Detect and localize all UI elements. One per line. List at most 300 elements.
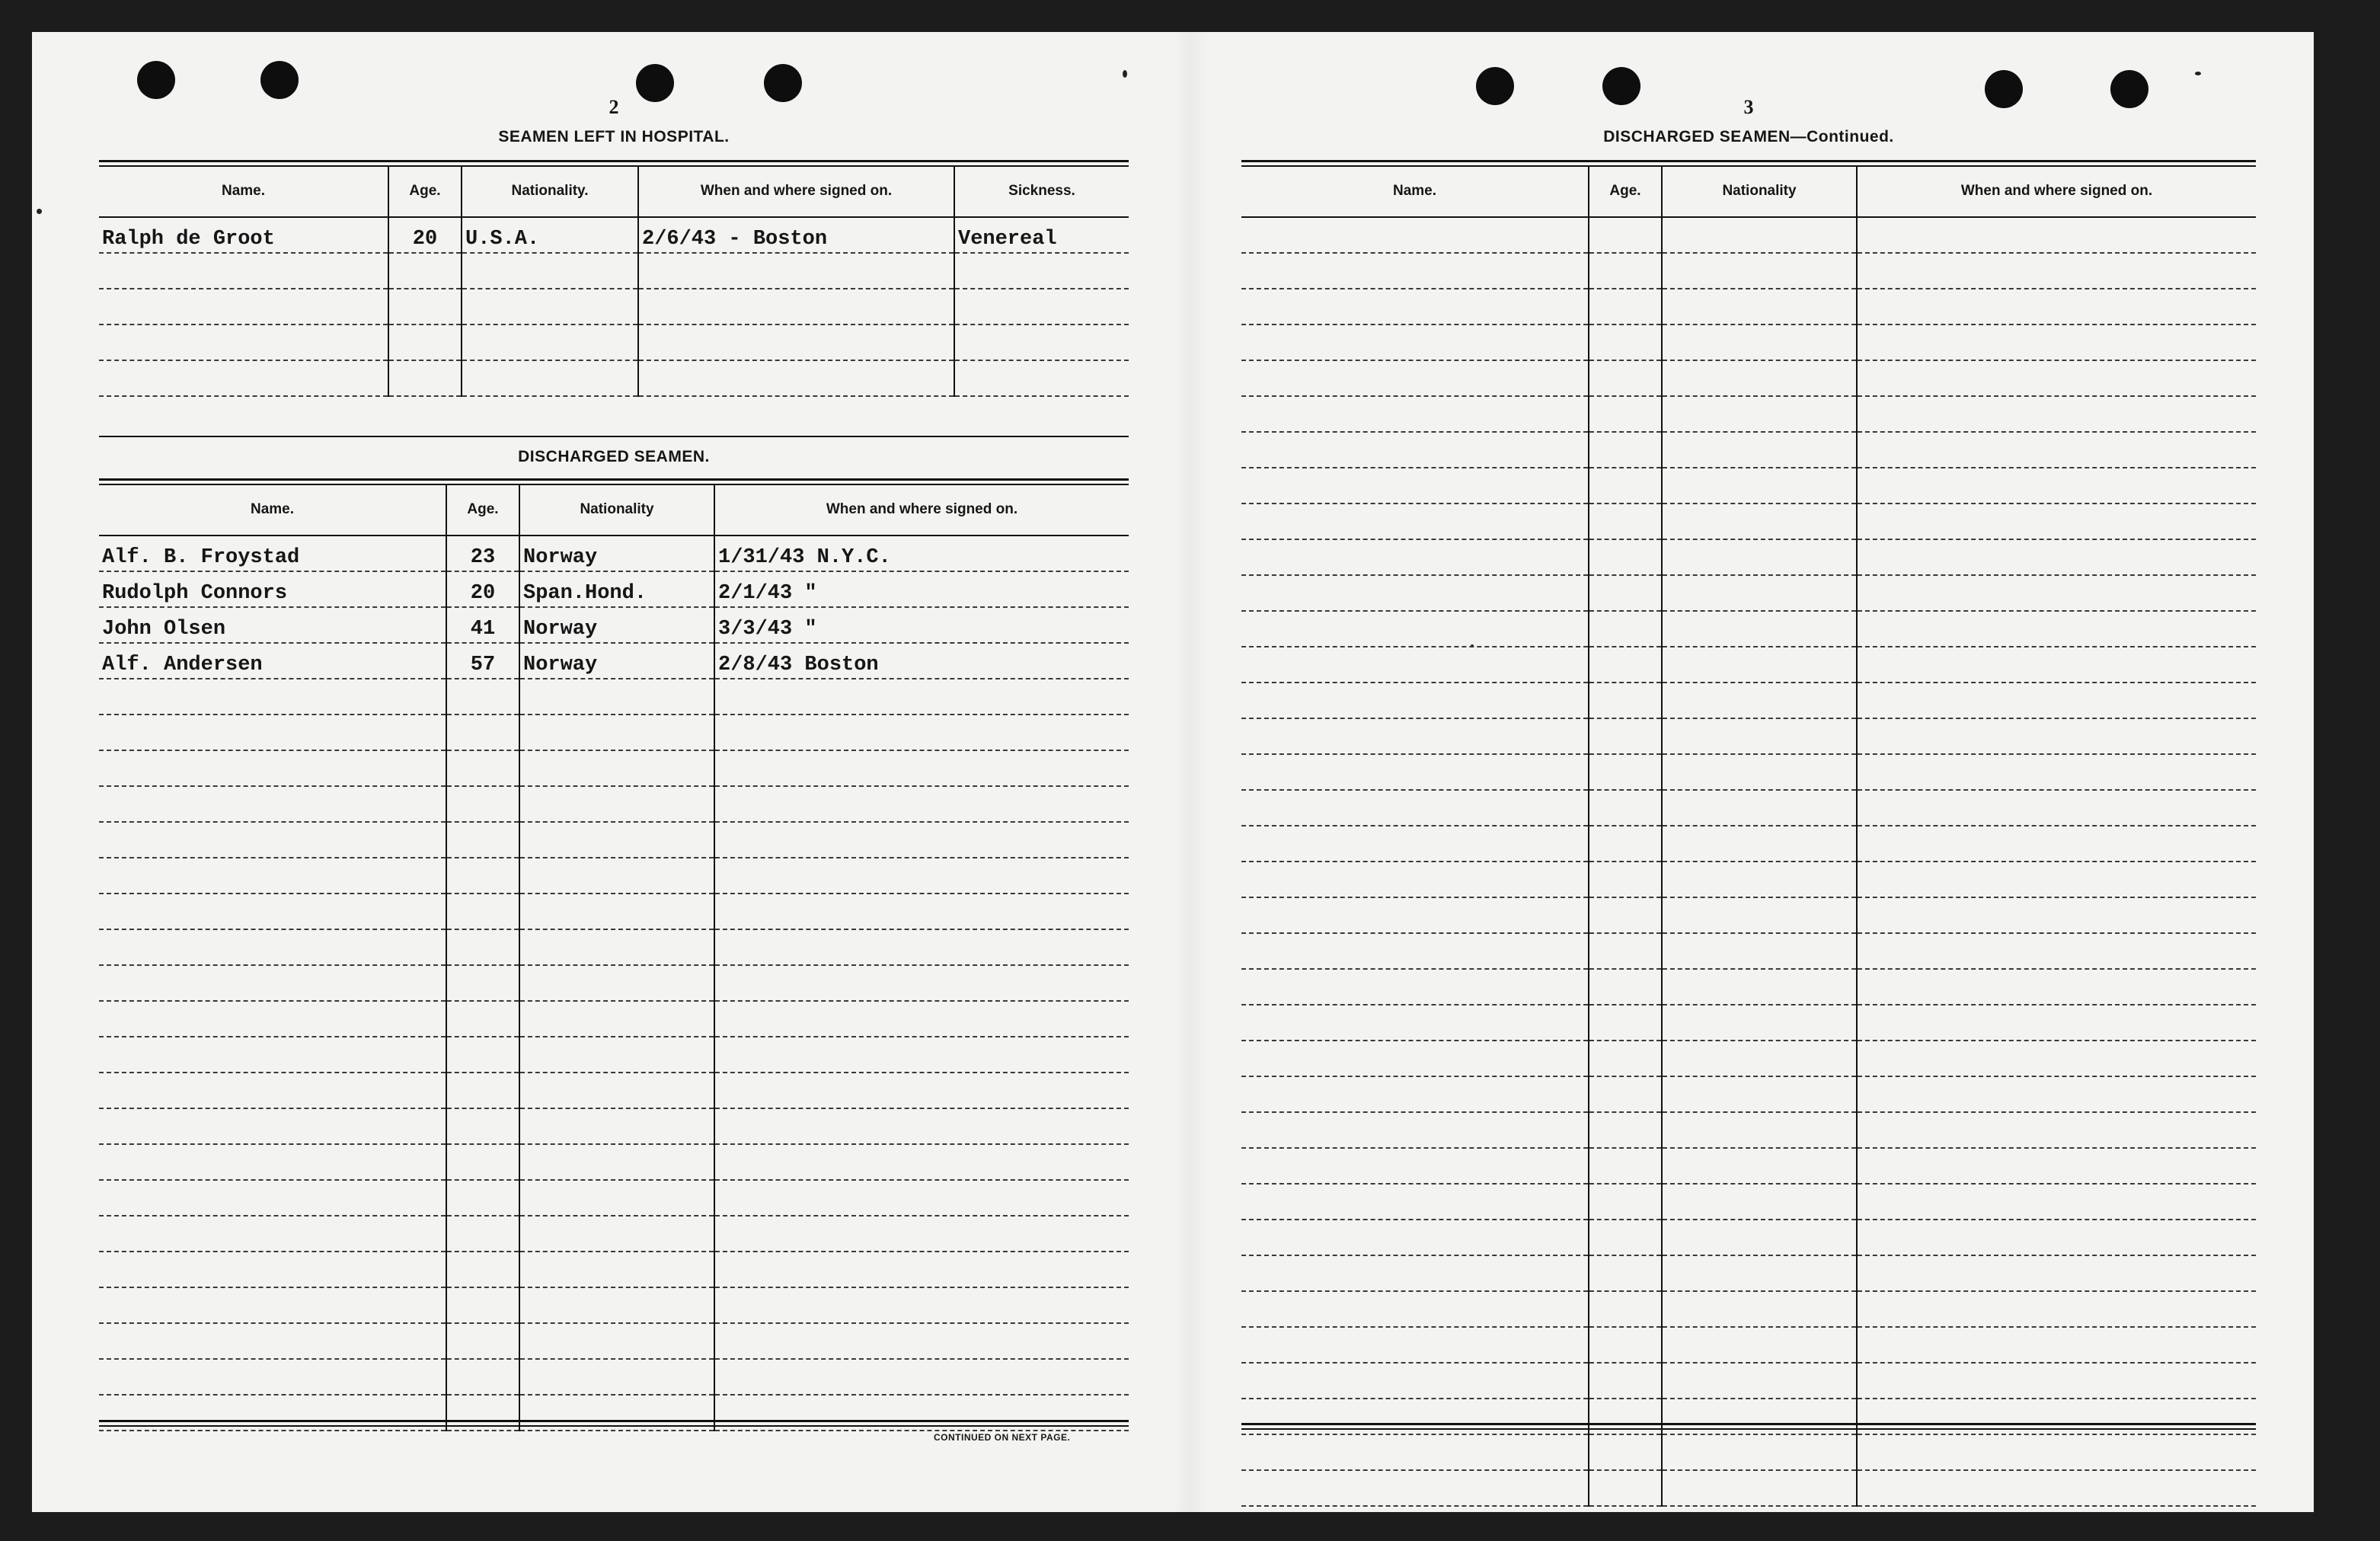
cell-age [1589,1184,1662,1220]
cell-signed-on [714,786,1129,822]
cell-age: 20 [446,571,519,607]
cell-signed-on [714,1323,1129,1359]
cell-name [1241,1005,1589,1041]
cell-age [388,253,462,289]
column-header-age: Age. [388,166,462,217]
cell-nationality: Norway [519,536,714,571]
table-row [99,217,1129,253]
table-row [1241,1363,2256,1399]
cell-name [99,1108,446,1144]
cell-signed-on [714,1073,1129,1108]
cell-nationality [1662,1076,1857,1112]
cell-signed-on [714,965,1129,1001]
table-row [1241,217,2256,253]
cell-signed-on [714,894,1129,929]
cell-signed-on [714,1216,1129,1252]
table-row [99,679,1129,715]
cell-name [99,325,388,360]
cell-signed-on [1857,1041,2256,1076]
cell-name [99,929,446,965]
cell-name [99,965,446,1001]
cell-nationality [519,929,714,965]
table-row [1241,468,2256,504]
cell-signed-on [638,253,954,289]
cell-signed-on [714,1287,1129,1323]
cell-age [1589,1076,1662,1112]
cell-age [1589,1148,1662,1184]
cell-name [1241,969,1589,1005]
table-row [1241,539,2256,575]
table-header-row [99,484,1129,536]
table-row [1241,897,2256,933]
hospital-section-title: SEAMEN LEFT IN HOSPITAL. [498,128,730,145]
cell-age [1589,1291,1662,1327]
table-row [99,786,1129,822]
cell-name [99,1001,446,1037]
cell-age [1589,575,1662,611]
cell-age [1589,1327,1662,1363]
right-page [1241,32,2256,1512]
cell-signed-on [714,822,1129,858]
table-row [1241,1148,2256,1184]
cell-name [1241,289,1589,325]
cell-name [99,858,446,894]
left-page [99,32,1129,1512]
section-rule [99,436,1129,437]
cell-nationality [519,1252,714,1287]
cell-name [99,822,446,858]
column-header-sickness: Sickness. [954,166,1129,217]
cell-age [1589,826,1662,862]
cell-age [1589,862,1662,897]
cell-nationality [1662,289,1857,325]
column-header-signed-on: When and where signed on. [1857,166,2256,217]
cell-age [1589,611,1662,647]
cell-age [1589,969,1662,1005]
cell-name [99,1252,446,1287]
cell-age [446,1252,519,1287]
cell-signed-on [1857,1148,2256,1184]
cell-name [1241,539,1589,575]
cell-nationality [462,289,638,325]
table-row [1241,1327,2256,1363]
cell-nationality [519,965,714,1001]
table-row [99,571,1129,607]
table-row [1241,1220,2256,1255]
cell-name [1241,1434,1589,1470]
cell-nationality: Norway [519,643,714,679]
cell-signed-on [1857,1255,2256,1291]
cell-age [1589,647,1662,683]
cell-signed-on [1857,826,2256,862]
cell-name [1241,790,1589,826]
section-rule [99,1420,1129,1427]
table-row [99,1323,1129,1359]
cell-signed-on: 3/3/43 " [714,607,1129,643]
cell-name [99,1287,446,1323]
cell-age [446,929,519,965]
table-row [99,929,1129,965]
cell-age [1589,1255,1662,1291]
cell-signed-on [714,929,1129,965]
cell-name [1241,504,1589,539]
cell-name [99,715,446,750]
table-row [99,325,1129,360]
cell-signed-on [714,1001,1129,1037]
cell-age [446,1108,519,1144]
discharged-table [99,484,1129,1431]
cell-name [1241,611,1589,647]
cell-age [446,1001,519,1037]
cell-name: Ralph de Groot [99,217,388,253]
cell-age [1589,396,1662,432]
cell-name [1241,683,1589,718]
cell-signed-on [1857,432,2256,468]
cell-nationality [519,679,714,715]
cell-nationality [1662,1291,1857,1327]
column-header-name: Name. [99,484,446,536]
cell-name [99,289,388,325]
table-row [99,1287,1129,1323]
cell-name [99,786,446,822]
table-row [99,894,1129,929]
cell-signed-on [1857,862,2256,897]
cell-signed-on: 2/1/43 " [714,571,1129,607]
cell-age [1589,790,1662,826]
cell-name [1241,575,1589,611]
table-row [99,1073,1129,1108]
cell-name [99,253,388,289]
table-row [1241,718,2256,754]
cell-signed-on [1857,647,2256,683]
discharged-section-title: DISCHARGED SEAMEN. [518,448,710,465]
cell-nationality [1662,933,1857,969]
table-row [1241,504,2256,539]
cell-age [1589,1041,1662,1076]
cell-nationality [1662,683,1857,718]
cell-name [1241,933,1589,969]
cell-nationality [1662,575,1857,611]
cell-age [446,965,519,1001]
cell-signed-on [1857,539,2256,575]
cell-name [99,1073,446,1108]
cell-signed-on [1857,718,2256,754]
cell-signed-on [1857,1291,2256,1327]
cell-signed-on [714,1359,1129,1395]
cell-age [1589,289,1662,325]
cell-name [1241,468,1589,504]
cell-signed-on: 2/8/43 Boston [714,643,1129,679]
cell-signed-on [1857,790,2256,826]
cell-nationality [519,1180,714,1216]
cell-nationality [519,1073,714,1108]
cell-nationality [519,894,714,929]
cell-signed-on [714,858,1129,894]
table-row [1241,1005,2256,1041]
cell-name [1241,1255,1589,1291]
cell-nationality [519,858,714,894]
cell-nationality [462,253,638,289]
cell-nationality [1662,826,1857,862]
cell-age [446,679,519,715]
cell-signed-on [1857,325,2256,360]
cell-signed-on [638,289,954,325]
cell-age [446,1359,519,1395]
cell-age [446,1216,519,1252]
cell-signed-on [714,1144,1129,1180]
column-header-age: Age. [446,484,519,536]
table-row [1241,1112,2256,1148]
cell-nationality [1662,897,1857,933]
cell-signed-on [1857,575,2256,611]
cell-nationality: Norway [519,607,714,643]
table-row [99,1216,1129,1252]
cell-sickness [954,253,1129,289]
cell-age: 57 [446,643,519,679]
cell-age [1589,360,1662,396]
cell-signed-on [714,1180,1129,1216]
cell-signed-on [1857,683,2256,718]
cell-name [1241,432,1589,468]
cell-signed-on [1857,468,2256,504]
table-row [99,1144,1129,1180]
table-row [99,715,1129,750]
cell-age [1589,1005,1662,1041]
cell-nationality [1662,1112,1857,1148]
cell-signed-on [1857,1434,2256,1470]
table-row [1241,647,2256,683]
cell-nationality [519,715,714,750]
table-row [1241,790,2256,826]
table-row [99,1108,1129,1144]
cell-signed-on [1857,289,2256,325]
cell-nationality: U.S.A. [462,217,638,253]
cell-sickness [954,289,1129,325]
cell-name [1241,1220,1589,1255]
cell-name [1241,1363,1589,1399]
cell-nationality [1662,396,1857,432]
column-header-nationality: Nationality [519,484,714,536]
cell-age [1589,933,1662,969]
cell-nationality [1662,468,1857,504]
cell-nationality [519,750,714,786]
cell-sickness [954,325,1129,360]
cell-name [1241,1112,1589,1148]
cell-signed-on [1857,1184,2256,1220]
cell-age [388,360,462,396]
table-row [1241,933,2256,969]
cell-signed-on: 1/31/43 N.Y.C. [714,536,1129,571]
cell-signed-on [1857,504,2256,539]
continued-note: CONTINUED ON NEXT PAGE. [934,1432,1071,1443]
cell-nationality [1662,325,1857,360]
cell-nationality [519,1001,714,1037]
cell-nationality [1662,969,1857,1005]
column-header-age: Age. [1589,166,1662,217]
cell-nationality [462,360,638,396]
column-header-signed-on: When and where signed on. [714,484,1129,536]
cell-age [1589,1434,1662,1470]
cell-nationality [1662,1470,1857,1506]
page-number: 2 [609,96,619,118]
table-row [1241,396,2256,432]
cell-nationality [1662,1434,1857,1470]
cell-nationality [519,1359,714,1395]
cell-name [99,1323,446,1359]
discharged-continued-table [1241,166,2256,1507]
cell-nationality [1662,754,1857,790]
table-row [99,1037,1129,1073]
cell-nationality [1662,1041,1857,1076]
cell-nationality [1662,217,1857,253]
cell-signed-on [638,360,954,396]
cell-name: Alf. B. Froystad [99,536,446,571]
cell-name [1241,253,1589,289]
cell-signed-on [638,325,954,360]
cell-name [99,1359,446,1395]
cell-name [1241,396,1589,432]
table-row [99,858,1129,894]
table-row [1241,289,2256,325]
cell-name [99,1180,446,1216]
table-row [1241,683,2256,718]
cell-signed-on [1857,969,2256,1005]
cell-age [1589,1363,1662,1399]
table-row [1241,1076,2256,1112]
cell-nationality [1662,647,1857,683]
section-rule [1241,1423,2256,1430]
cell-age [388,289,462,325]
column-header-signed-on: When and where signed on. [638,166,954,217]
cell-nationality [1662,1220,1857,1255]
table-row [1241,1434,2256,1470]
cell-signed-on [1857,897,2256,933]
cell-nationality [1662,1255,1857,1291]
cell-sickness: Venereal [954,217,1129,253]
cell-nationality [1662,1327,1857,1363]
table-row [99,360,1129,396]
cell-nationality [1662,1005,1857,1041]
cell-name [99,1216,446,1252]
cell-age [1589,897,1662,933]
cell-age [446,1144,519,1180]
cell-age [446,894,519,929]
page-number: 3 [1743,96,1754,118]
cell-nationality [1662,1148,1857,1184]
table-row [1241,611,2256,647]
cell-name [1241,1184,1589,1220]
cell-name [1241,1291,1589,1327]
cell-signed-on [714,1252,1129,1287]
table-row [99,536,1129,571]
cell-signed-on [1857,217,2256,253]
table-row [1241,325,2256,360]
cell-age [1589,468,1662,504]
cell-signed-on [714,1108,1129,1144]
cell-age [446,1073,519,1108]
cell-signed-on [1857,611,2256,647]
table-row [1241,826,2256,862]
cell-signed-on [714,750,1129,786]
cell-nationality [519,1323,714,1359]
center-fold [1174,32,1206,1512]
table-row [1241,575,2256,611]
cell-nationality: Span.Hond. [519,571,714,607]
cell-signed-on [1857,754,2256,790]
cell-nationality [519,1144,714,1180]
cell-age [1589,217,1662,253]
document-sheet [32,32,2314,1512]
table-row [99,965,1129,1001]
table-row [99,253,1129,289]
table-row [1241,253,2256,289]
cell-nationality [1662,1184,1857,1220]
cell-nationality [519,1108,714,1144]
cell-nationality [1662,718,1857,754]
cell-name [1241,897,1589,933]
cell-signed-on [714,715,1129,750]
cell-name [1241,217,1589,253]
cell-age [1589,754,1662,790]
table-row [99,289,1129,325]
cell-nationality [519,786,714,822]
ink-speck [37,209,42,214]
cell-nationality [1662,504,1857,539]
cell-name [1241,360,1589,396]
cell-age [388,325,462,360]
table-row [1241,1255,2256,1291]
cell-age [446,1180,519,1216]
cell-name: Alf. Andersen [99,643,446,679]
cell-signed-on [714,1037,1129,1073]
cell-age [446,822,519,858]
cell-age [1589,718,1662,754]
table-row [1241,1184,2256,1220]
cell-name [99,1144,446,1180]
cell-signed-on [1857,1327,2256,1363]
cell-name [99,360,388,396]
cell-signed-on: 2/6/43 - Boston [638,217,954,253]
cell-nationality [519,1287,714,1323]
cell-name [1241,826,1589,862]
cell-age [1589,683,1662,718]
cell-nationality [1662,253,1857,289]
cell-name [99,679,446,715]
cell-age [446,858,519,894]
cell-nationality [462,325,638,360]
cell-name [1241,754,1589,790]
table-row [1241,1041,2256,1076]
cell-age [1589,1470,1662,1506]
cell-signed-on [1857,360,2256,396]
cell-age [446,1287,519,1323]
table-row [1241,754,2256,790]
table-row [1241,1470,2256,1506]
table-row [1241,862,2256,897]
cell-signed-on [1857,1005,2256,1041]
table-row [99,607,1129,643]
cell-age [446,715,519,750]
cell-name [1241,718,1589,754]
cell-name [1241,1470,1589,1506]
cell-signed-on [1857,1470,2256,1506]
cell-age: 41 [446,607,519,643]
cell-age [1589,253,1662,289]
cell-name [1241,862,1589,897]
cell-nationality [519,822,714,858]
cell-age: 20 [388,217,462,253]
cell-nationality [519,1037,714,1073]
